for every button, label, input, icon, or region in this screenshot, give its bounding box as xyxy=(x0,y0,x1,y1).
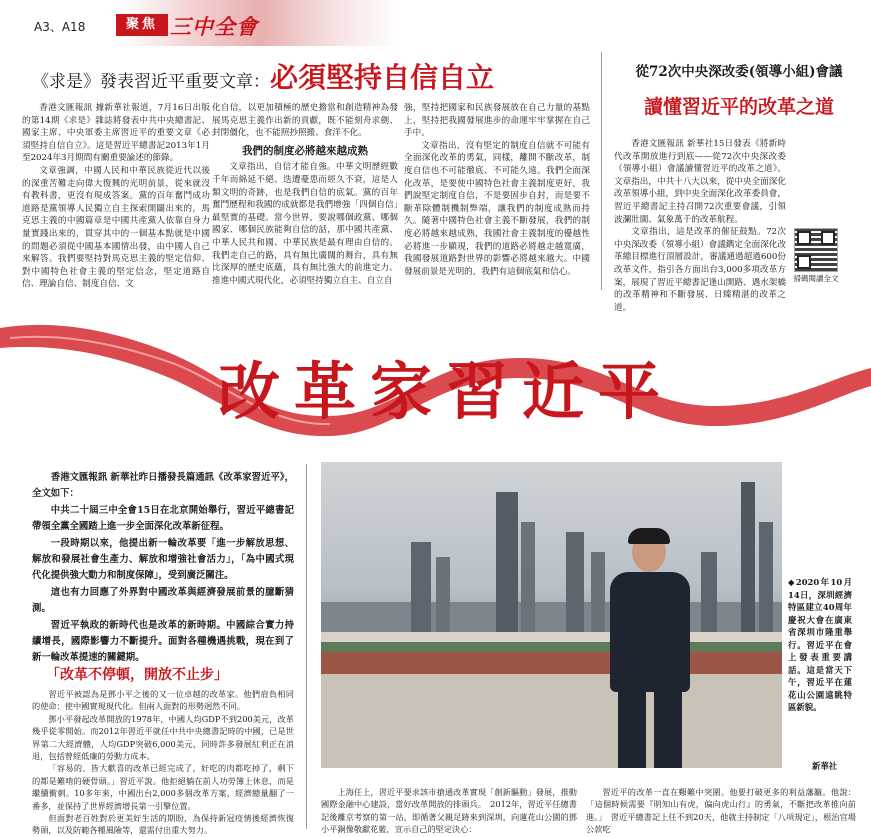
bottom-right-col xyxy=(586,786,856,835)
paragraph: 文章指出，這是改革的催征鼓點。72次中央深改委（領導小組）會議鐫定全面深化改革總目標進行頂層設計，審議通過超過600份改革文件，指引各方面出台3,000多項改革方案，展現了習近平總書記逢山開路、遇水架橋的改革精神和不斷發展、日臻精湛的改革之道。 xyxy=(614,227,786,313)
feature-title: 改革家習近平 xyxy=(218,355,675,428)
qr-finder-icon xyxy=(797,255,811,269)
lead-paragraph: 習近平執政的新時代也是改革的新時期。中國綜合實力持續增長，國際影響力不斷提升。面對各種機遇挑戰，現在到了新一輪改革提速的關鍵期。 xyxy=(32,619,294,664)
side-headline-line1: 從72次中央深改委(領導小組)會議 xyxy=(635,64,843,80)
lead-paragraph: 香港文匯報訊 新華社昨日播發長篇通訊《改革家習近平》，全文如下： xyxy=(32,472,294,500)
city-skyline xyxy=(321,462,782,768)
paragraph: 香港文匯報訊 據新華社報道，7月16日出版的第14期《求是》雜誌將發表中共中央總書記、國家主席、中央軍委主席習近平的重要文章《必須堅持自信自立》。這是習近平總書記2013年1月至2024年3月期間有關重要論述的節錄。 xyxy=(22,103,210,164)
side-story-body xyxy=(614,138,786,313)
person-figure xyxy=(596,532,706,768)
subheading: 我們的制度必將越來越成熟 xyxy=(242,144,368,157)
bottom-mid-col xyxy=(321,786,577,835)
qr-code[interactable] xyxy=(794,228,838,272)
paragraph: 「容易的、皆大歡喜的改革已經完成了，好吃的肉都吃掉了，剩下的都是難啃的硬骨頭。」習近平說。他拒絕躺在前人功勞簿上休息，而是繼續衝刺。10多年來，中國出台2,000多個改革方案，經濟總量翻了一番多，並保持了世界經濟增長第一引擎位置。 xyxy=(32,763,294,811)
qr-caption: 掃碼閱讀全文 xyxy=(793,274,839,283)
column-divider xyxy=(601,52,602,290)
page-number: A3、A18 xyxy=(34,20,86,34)
paragraph: 香港文匯報訊 新華社15日發表《將新時代改革開放進行到底——從72次中央深改委（領導小組）會議讀懂習近平的改革之道》。文章指出，中共十八大以來，從中央全面深化改革領導小組，到中央全面深化改革委員會，習近平總書記主持召開72次重要會議，引領波瀾壯闊、氣象萬千的改革航程。 xyxy=(614,139,786,225)
pull-quote: 「改革不停頓，開放不止步」 xyxy=(46,667,228,683)
paragraph: 文章指出，自信才能自強。中華文明歷經數千年而綿延不絕、迭遭憂患而經久不衰，這是人類文明的奇跡，也是我們自信的底氣。黨的百年奮鬥歷程和我國的成就都是我們增強「四個自信」最堅實的基礎。當今世界，要說哪個政黨、哪個國家、哪個民族能夠自信的話，那中國共產黨、中華人民共和國、中華民族是最有理由自信的。我們走自己的路，具有無比廣闊的舞台，具有無比深厚的歷史底蘊，具有無比強大的前進定力。推進中國式現代化，必須堅持獨立自主、自立自 xyxy=(212,162,398,286)
paragraph: 化自信，以更加積極的歷史擔當和創造精神為發展馬克思主義作出新的貢獻，既不能刻舟求劍、封閉僵化，也不能照抄照搬、食洋不化。 xyxy=(212,103,398,139)
focus-badge xyxy=(116,14,168,36)
qr-finder-icon xyxy=(821,231,835,245)
focus-label: 聚焦 xyxy=(125,17,158,32)
lead-paragraph: 中共二十屆三中全會15日在北京開始舉行，習近平總書記帶領全黨全國踏上進一步全面深化改革新征程。 xyxy=(32,504,294,533)
paragraph: 文章強調，中國人民和中華民族從近代以後的深重苦難走向偉大復興的光明前景，從來就沒有教科書，更沒有現成答案。黨的百年奮鬥成功道路是黨領導人民獨立自主探索開闢出來的，馬克思主義的中國篇章是中國共產黨人依靠自身力量實踐出來的，貫穿其中的一個基本點就是中國的問題必須從中國基本國情出發，由中國人自己來解答。我們要堅持對馬克思主義的堅定信仰、對中國特色社會主義的堅定信念，堅定道路自信、理論自信、制度自信、文 xyxy=(22,165,210,290)
paragraph: 習近平被認為是鄧小平之後的又一位卓越的改革家。他們肩負相同的使命：使中國實現現代化。但兩人面對的形勢迥然不同。 xyxy=(32,689,294,712)
lead-paragraph: 一段時期以來，他提出新一輪改革要「進一步解放思想、解放和發展社會生產力、解放和增強社會活力」，「為中國式現代化提供強大動力和制度保障」，受到廣泛關注。 xyxy=(32,537,294,582)
top-story-col2 xyxy=(212,102,398,292)
lead-paragraph: 這也有力回應了外界對中國改革與經濟發展前景的臆斷猜測。 xyxy=(32,586,294,615)
photo-caption xyxy=(788,576,852,714)
paragraph: 上海任上，習近平要求該市搶通改革實現「創新驅動」發展，推動國際金融中心建設，當好改革開放的排頭兵。 2012年，習近平任總書記後離京考察的第一站，即循著父親足跡來到深圳，向蓮花山公園的鄧小平銅像敬獻花籃，宣示自己的堅定決心： xyxy=(321,787,577,835)
feature-lead-col xyxy=(32,470,294,664)
paragraph: 強，堅持把國家和民族發展放在自己力量的基點上，堅持把我國發展進步的命運牢牢掌握在自己手中。 xyxy=(404,103,590,139)
feature-photo xyxy=(321,462,782,768)
feature-body-col xyxy=(32,688,294,836)
paragraph: 習近平的改革一直在艱難中突圍。他要打破更多的利益藩籬。他說：「這個時候需要『明知山有虎，偏向虎山行』的勇氣，不斷把改革推向前進。」 習近平總書記上任不到20天，他就主持制定「八項規定」，根治官場公款吃 xyxy=(586,787,856,835)
qr-finder-icon xyxy=(797,231,811,245)
section-title: 三中全會 xyxy=(170,14,258,39)
paragraph: 鄧小平發起改革開放的1978年，中國人均GDP不到200美元，改革幾乎從零開始。而2012年習近平就任中共中央總書記時的中國，已是世界第二大經濟體，人均GDP突破6,000美元，同時許多發展紅利正在消退，包括曾經低廉的勞動力成本。 xyxy=(32,713,294,762)
top-story-col1 xyxy=(22,102,210,292)
headline-main: 必須堅持自信自立 xyxy=(270,61,495,94)
top-story-col3 xyxy=(404,102,590,292)
side-headline-line2: 讀懂習近平的改革之道 xyxy=(643,96,834,118)
paragraph: 但面對老百姓對於更美好生活的期盼，為保持新冠疫情後經濟恢復勢頭，以及防範各種風險等，還需付出重大努力。 xyxy=(32,813,294,836)
column-divider xyxy=(306,464,307,829)
headline-prefix: 《求是》發表習近平重要文章： xyxy=(32,72,270,92)
photo-credit: 新華社 xyxy=(812,761,838,771)
top-headline xyxy=(32,56,602,92)
caption-text: ◆2020年10月14日，深圳經濟特區建立40周年慶祝大會在廣東省深圳市隆重舉行。習近平在會上發表重要講話。這是當天下午，習近平在蓮花山公園遠眺特區新貌。 xyxy=(788,577,852,712)
paragraph: 文章指出，沒有堅定的制度自信就不可能有全面深化改革的勇氣，同樣，離開不斷改革，制度自信也不可能徹底、不可能久遠。我們全面深化改革，是要使中國特色社會主義制度更好，我們說堅定制度自信，不是要固步自封，而是要不斷革除體制機制弊端，讓我們的制度成熟而持久。隨著中國特色社會主義不斷發展，我們的制度必將越來越成熟，我國社會主義制度的優越性必將進一步顯現，我們的道路必將越走越寬廣，我國發展道路對世界的影響必將越來越大。中國發展前景是光明的，我們有這個底氣和信心。 xyxy=(404,140,590,277)
